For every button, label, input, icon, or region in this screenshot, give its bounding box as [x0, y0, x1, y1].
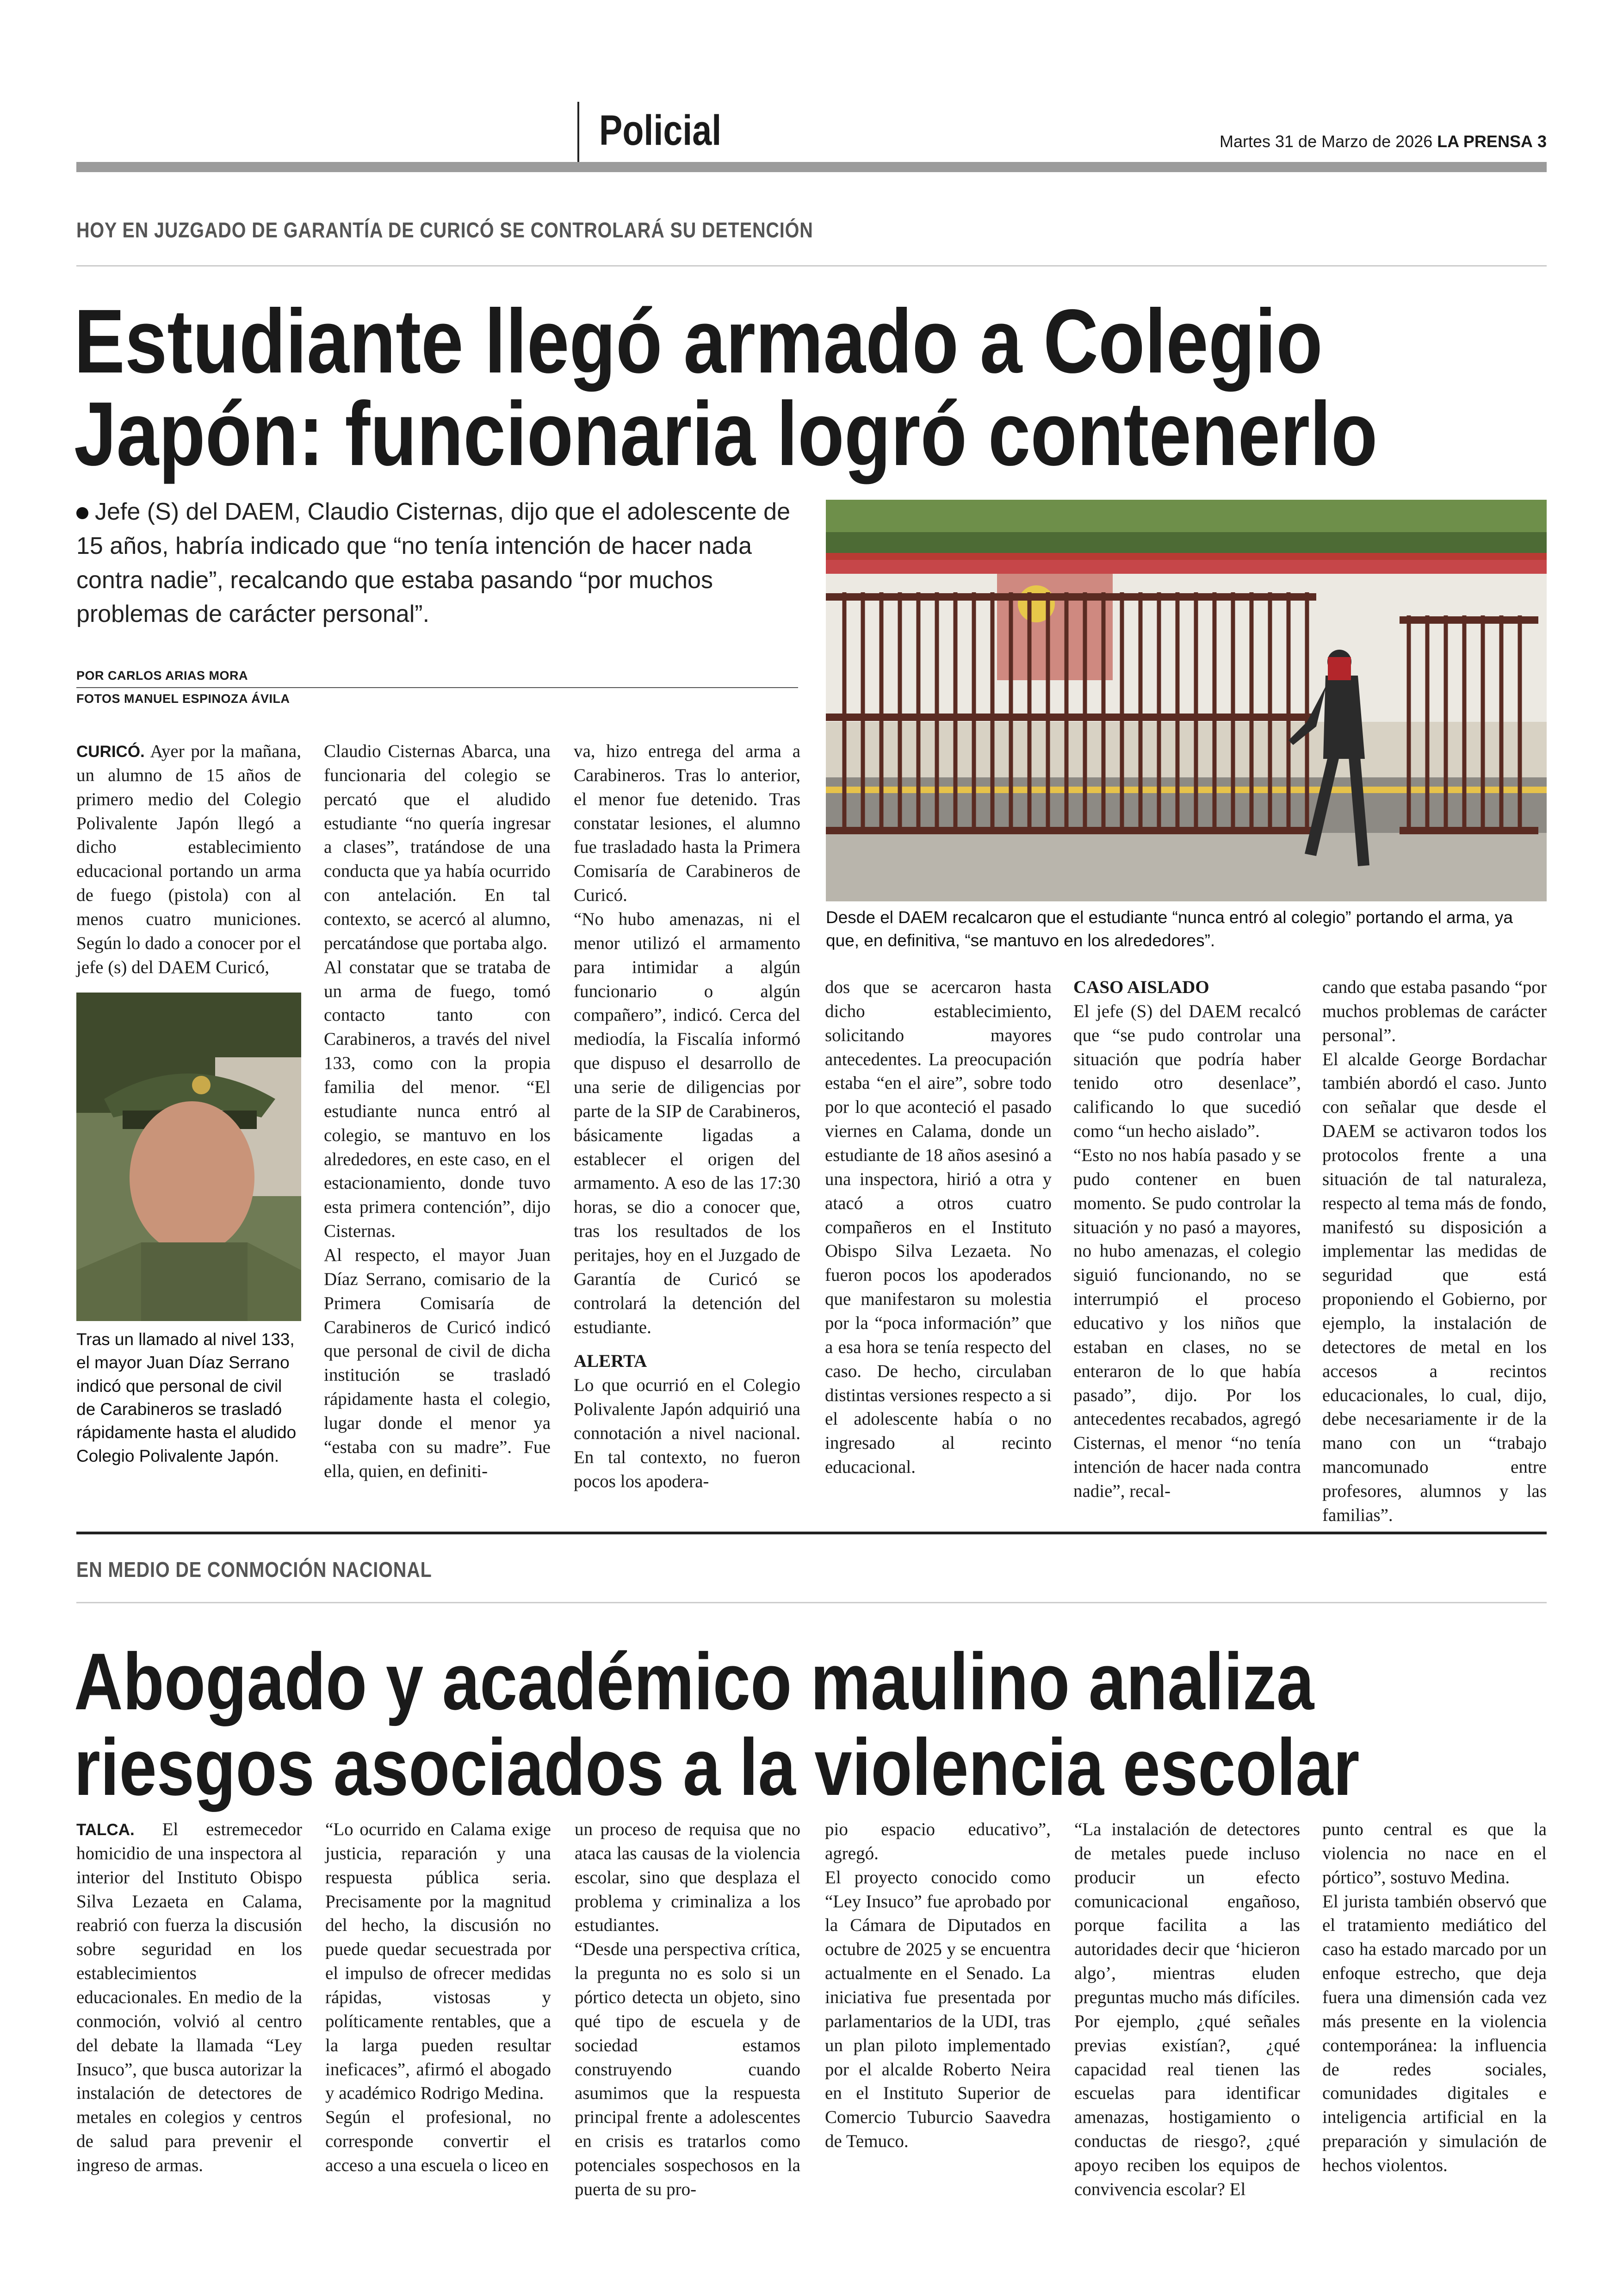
header-rule — [76, 162, 1547, 172]
article1-headline-2: Japón: funcionaria logró contenerlo — [74, 383, 1378, 484]
paragraph: dos que se acercaron hasta dicho establecimiento, solicitando mayores antecedentes. La preocupación estaba “en el aire”, sobre todo por lo que aconteció el pasado viernes en Calama, donde un estudiante de 18 años asesinó a una inspectora, hirió a otra y atacó a otros cuatro compañeros en el Instituto Obispo Silva Lezaeta. No fueron pocos los apoderados que manifestaron su molestia por la “poca información” que a esa hora se tenía respecto del caso. De hecho, circulaban distintas versiones respecto a si el adolescente había o no ingresado al recinto educacional. — [825, 977, 1052, 1477]
article1-col4 — [825, 975, 1052, 1479]
paragraph: va, hizo entrega del arma a Carabineros. Tras lo anterior, el menor fue detenido. Tras constatar lesiones, el alumno fue trasladado hasta la Primera Comisaría de Carabineros de Curicó. — [574, 741, 800, 906]
officer-photo — [76, 993, 301, 1321]
lead-text: Jefe (S) del DAEM, Claudio Cisternas, dijo que el adolescente de 15 años, habría indicado que “no tenía intención de hacer nada contra nadie”, recalcando que estaba pasando “por muchos problemas de carácter personal”. — [76, 498, 791, 628]
paragraph: El jurista también observó que el tratamiento mediático del caso ha estado marcado por un enfoque estrecho, que deja fuera una dimensión cada vez más presente en la violencia contemporánea: la influencia de redes sociales, comunidades digitales e inteligencia artificial en la preparación y simulación de hechos violentos. — [1322, 1891, 1547, 2176]
bullet-icon — [76, 507, 88, 519]
paragraph: Lo que ocurrió en el Colegio Polivalente Japón adquirió una connotación a nivel nacional. En tal contexto, no fueron pocos los apodera- — [574, 1375, 800, 1491]
main-photo-caption: Desde el DAEM recalcaron que el estudiante “nunca entró al colegio” portando el arma, ya que, en definitiva, “se mantuvo en los alrededores”. — [826, 908, 1513, 950]
paragraph: “La instalación de detectores de metales puede incluso producir un efecto comunicacional engañoso, porque facilita a las autoridades decir que ‘hicieron algo’, mientras eluden preguntas mucho más difíciles. Por ejemplo, ¿qué señales previas existían?, ¿qué capacidad real tienen las escuelas para identificar amenazas, hostigamiento o conductas de riesgo?, ¿qué apoyo reciben los equipos de convivencia escolar? El — [1074, 1819, 1300, 2199]
paragraph: El proyecto conocido como “Ley Insuco” fue aprobado por la Cámara de Diputados en octubre de 2025 y se encuentra actualmente en el Senado. La iniciativa fue presentada por parlamentarios de la UDI, tras un plan piloto implementado por el alcalde Roberto Neira en el Instituto Superior de Comercio Tuburcio Saavedra de Temuco. — [825, 1867, 1051, 2152]
date: Martes 31 de Marzo de 2026 — [1219, 132, 1433, 151]
byline-rule — [76, 687, 798, 688]
subhead-caso-aislado: CASO AISLADO — [1073, 977, 1209, 997]
paragraph: pio espacio educativo”, agregó. — [825, 1819, 1051, 1863]
article1-col5 — [1073, 975, 1301, 1503]
paragraph: El alcalde George Bordachar también abordó el caso. Junto con señalar que desde el DAEM se activaron todos los protocolos frente a una situación de tal naturaleza, respecto al tema más de fondo, manifestó su disposición a implementar las medidas de seguridad que está proponiendo el Gobierno, por ejemplo, la instalación de detectores de metal en los accesos a recintos educacionales, lo cual, dijo, debe necesariamente ir de la mano con un “trabajo mancomunado entre profesores, alumnos y las familias”. — [1322, 1049, 1547, 1525]
article1-col3 — [574, 739, 800, 1494]
article1-headline-1: Estudiante llegó armado a Colegio — [74, 291, 1323, 392]
article1-col1 — [76, 739, 301, 980]
article2-headline-1: Abogado y académico maulino analiza — [74, 1636, 1314, 1726]
paragraph: “Esto no nos había pasado y se pudo contener en buen momento. Se pudo controlar la situación y no pasó a mayores, no hubo amenazas, el colegio siguió funcionando, no se interrumpió el proceso educativo y los niños que estaban en clases, no se enteraron de lo que había pasado”, dijo. Por los antecedentes recabados, agregó Cisternas, el menor “no tenía intención de hacer nada contra nadie”, recal- — [1073, 1145, 1301, 1502]
paragraph: punto central es que la violencia no nace en el pórtico”, sostuvo Medina. — [1322, 1819, 1547, 1887]
paper-name: LA PRENSA — [1437, 132, 1533, 151]
article2-col6 — [1322, 1818, 1547, 2178]
article2-col3 — [575, 1818, 800, 2202]
paragraph: El jefe (S) del DAEM recalcó que “se pudo controlar una situación que podría haber tenido otro desenlace”, calificando lo que sucedió como “un hecho aislado”. — [1073, 1001, 1301, 1142]
article1-lead — [76, 495, 798, 632]
article2-headline-2: riesgos asociados a la violencia escolar — [74, 1722, 1360, 1812]
page-number: 3 — [1537, 132, 1547, 151]
article2-col1-text: El estremecedor homicidio de una inspectora al interior del Instituto Obispo Silva Lezaeta en Calama, reabrió con fuerza la discusión sobre seguridad en los establecimientos educacionales. En medio de la conmoción, volvió al centro del debate la llamada “Ley Insuco”, que busca autorizar la instalación de detectores de metales en colegios y centros de salud para prevenir el ingreso de armas. — [76, 1819, 302, 2176]
kicker-rule — [76, 1602, 1547, 1603]
article2-kicker: EN MEDIO DE CONMOCIÓN NACIONAL — [76, 1558, 432, 1582]
article1-col6 — [1322, 975, 1547, 1527]
article1-dateline-place: CURICÓ. — [76, 743, 145, 761]
officer-photo-caption: Tras un llamado al nivel 133, el mayor Juan Díaz Serrano indicó que personal de civil de Carabineros se trasladó rápidamente hasta el aludido Colegio Polivalente Japón. — [76, 1330, 297, 1465]
article-separator — [76, 1532, 1547, 1534]
article2-col1 — [76, 1818, 302, 2178]
article2-col5 — [1074, 1818, 1300, 2202]
paragraph: Al constatar que se trataba de un arma de fuego, tomó contacto tanto con Carabineros, a través del nivel 133, como con la propia familia del menor. “El estudiante nunca entró al colegio, se mantuvo en los alrededores, en este caso, en el estacionamiento, donde tuvo esta primera contención”, dijo Cisternas. — [324, 957, 551, 1241]
paragraph: “Lo ocurrido en Calama exige justicia, reparación y una respuesta pública seria. Precisamente por la magnitud del hecho, la discusión no puede quedar secuestrada por el impulso de ofrecer medidas rápidas, vistosas y políticamente rentables, que a la larga pueden resultar ineficaces”, afirmó el abogado y académico Rodrigo Medina. — [325, 1819, 551, 2104]
kicker-rule — [76, 265, 1547, 267]
subhead-alerta: ALERTA — [574, 1351, 647, 1371]
paragraph: cando que estaba pasando “por muchos problemas de carácter personal”. — [1322, 977, 1547, 1045]
photo-credit: FOTOS MANUEL ESPINOZA ÁVILA — [76, 692, 290, 706]
paragraph: Claudio Cisternas Abarca, una funcionaria del colegio se percató que el aludido estudiante “no quería ingresar a clases”, tratándose de una conducta que ya había ocurrido con antelación. En tal contexto, se acercó al alumno, percatándose que portaba algo. — [324, 741, 551, 953]
dateline — [1220, 132, 1547, 151]
paragraph: “No hubo amenazas, ni el menor utilizó el armamento para intimidar a algún funcionario o algún compañero”, indicó. Cerca del mediodía, la Fiscalía informó que dispuso el desarrollo de una serie de diligencias por parte de la SIP de Carabineros, básicamente ligadas a establecer el origen del armamento. A eso de las 17:30 horas, se dio a conocer que, tras los resultados de los peritajes, hoy en el Juzgado de Garantía de Curicó se controlará la detención del estudiante. — [574, 909, 800, 1337]
school-gate-photo — [826, 500, 1547, 901]
paragraph: Según el profesional, no corresponde convertir el acceso a una escuela o liceo en — [325, 2107, 551, 2176]
article1-col1-text: Ayer por la mañana, un alumno de 15 años de primero medio del Colegio Polivalente Japón llegó a dicho establecimiento educacional portando un arma de fuego (pistola) con al menos cuatro municiones. Según lo dado a conocer por el jefe (s) del DAEM Curicó, — [76, 741, 301, 977]
section-title: Policial — [599, 107, 722, 154]
article2-col2 — [325, 1818, 551, 2178]
paragraph: Al respecto, el mayor Juan Díaz Serrano, comisario de la Primera Comisaría de Carabineros de Curicó indicó que personal de civil de dicha institución se trasladó rápidamente hasta el colegio, lugar donde el menor ya “estaba con su madre”. Fue ella, quien, en definiti- — [324, 1245, 551, 1481]
article1-col2 — [324, 739, 551, 1483]
article2-col4 — [825, 1818, 1051, 2153]
header-separator — [577, 102, 579, 162]
paragraph: un proceso de requisa que no ataca las causas de la violencia escolar, sino que desplaza el problema y criminaliza a los estudiantes. — [575, 1819, 800, 1936]
byline: POR CARLOS ARIAS MORA — [76, 669, 248, 683]
article1-kicker: HOY EN JUZGADO DE GARANTÍA DE CURICÓ SE CONTROLARÁ SU DETENCIÓN — [76, 218, 813, 242]
article2-dateline-place: TALCA. — [76, 1821, 135, 1839]
paragraph: “Desde una perspectiva crítica, la pregunta no es solo si un pórtico detecta un objeto, sino qué tipo de escuela y de sociedad estamos construyendo cuando asumimos que la respuesta principal frente a adolescentes en crisis es tratarlos como potenciales sospechosos en la puerta de su pro- — [575, 1939, 800, 2199]
